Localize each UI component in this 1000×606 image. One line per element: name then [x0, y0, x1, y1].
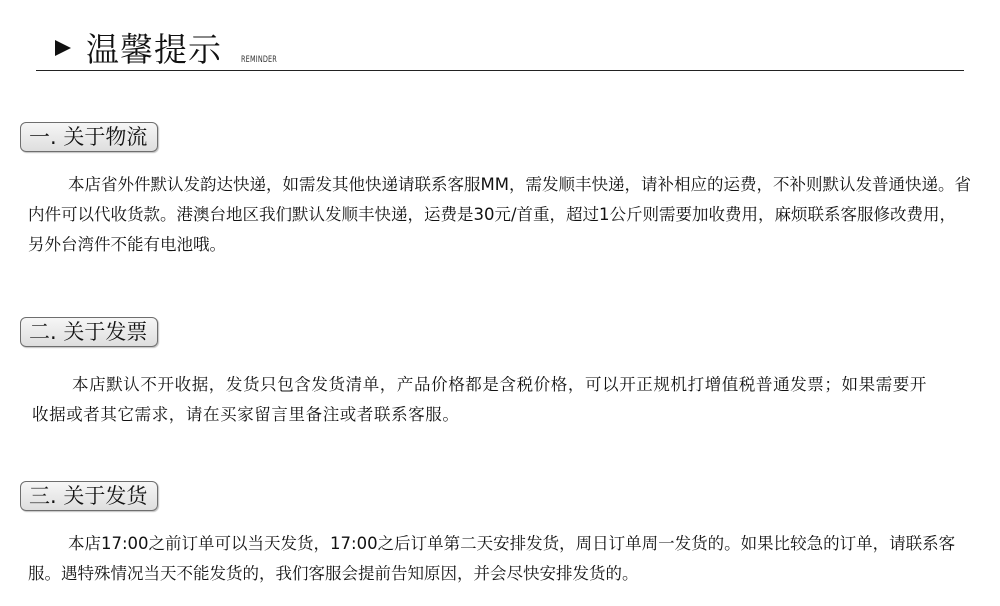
section-label-invoice: 二. 关于发票: [20, 317, 158, 347]
section-text-logistics: 本店省外件默认发韵达快递，如需发其他快递请联系客服MM，需发顺丰快递，请补相应的运费，不补则默认发普通快递。省内件可以代收货款。港澳台地区我们默认发顺丰快递，运费是30元/首重，超过1公斤则需要加收费用，麻烦联系客服修改费用，另外台湾件不能有电池哦。: [28, 175, 971, 254]
reminder-header: [36, 30, 964, 71]
section-label-logistics: 一. 关于物流: [20, 122, 158, 152]
triangle-arrow-icon: [55, 40, 71, 56]
section-text-shipping: 本店17:00之前订单可以当天发货，17:00之后订单第二天安排发货，周日订单周一发货的。如果比较急的订单，请联系客服。遇特殊情况当天不能发货的，我们客服会提前告知原因，并会尽快安排发货的。: [28, 534, 956, 583]
header-subtitle: REMINDER: [241, 55, 278, 65]
section-text-invoice: 本店默认不开收据，发货只包含发货清单，产品价格都是含税价格，可以开正规机打增值税普通发票；如果需要开收据或者其它需求，请在买家留言里备注或者联系客服。: [32, 375, 927, 424]
header-title: 温馨提示: [86, 30, 222, 69]
section-label-shipping: 三. 关于发货: [20, 481, 158, 511]
